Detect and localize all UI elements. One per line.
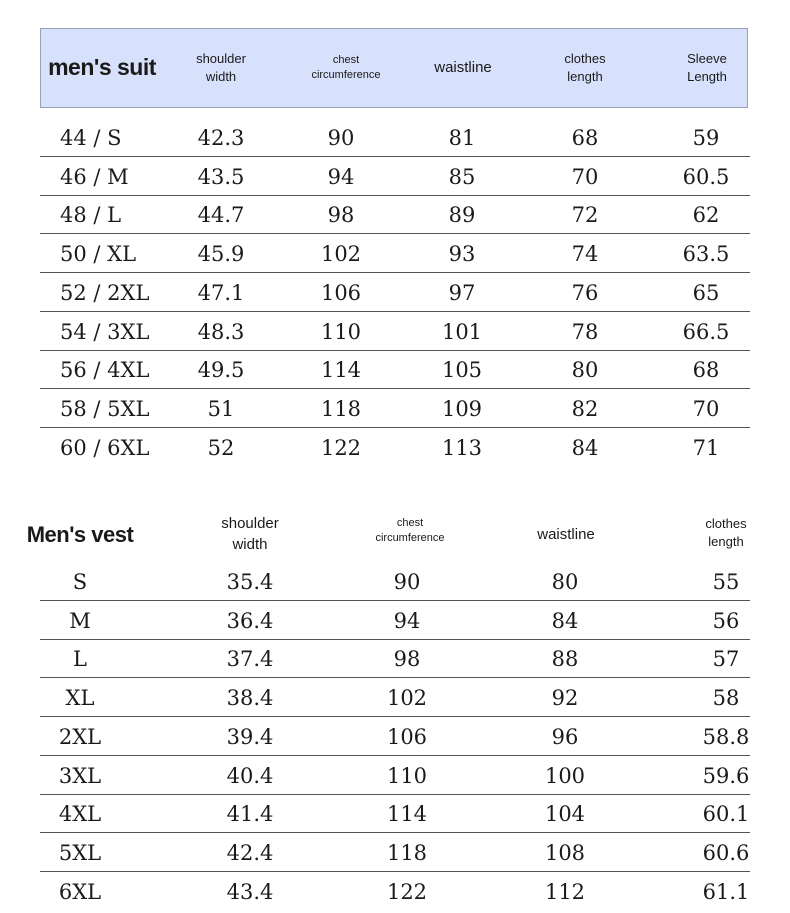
vest-table-cell: 5XL bbox=[58, 840, 102, 865]
vest-table-cell: M bbox=[69, 608, 91, 633]
vest-table-cell: 112 bbox=[544, 879, 586, 904]
vest-table-cell: 60.6 bbox=[702, 840, 750, 865]
vest-table-cell: 42.4 bbox=[226, 840, 274, 865]
suit-table-cell: 84 bbox=[571, 435, 599, 460]
vest-table-cell: 90 bbox=[393, 570, 421, 594]
vest-table-cell: 58 bbox=[712, 686, 740, 711]
vest-table-cell: 100 bbox=[544, 763, 586, 788]
suit-table-header bbox=[40, 28, 748, 108]
suit-table-cell: 60 / 6XL bbox=[60, 435, 150, 460]
vest-table-cell: 60.1 bbox=[702, 802, 750, 827]
suit-table-cell: 118 bbox=[320, 396, 362, 421]
vest-table-row bbox=[40, 563, 750, 601]
suit-table-cell: 65 bbox=[692, 280, 720, 305]
suit-table-cell: 58 / 5XL bbox=[60, 396, 150, 421]
vest-table-cell: 114 bbox=[386, 802, 428, 827]
vest-table-cell: 36.4 bbox=[226, 608, 274, 633]
suit-table-cell: 52 / 2XL bbox=[60, 280, 150, 305]
suit-table-cell: 68 bbox=[571, 126, 599, 150]
suit-table-cell: 113 bbox=[441, 435, 483, 460]
vest-table-cell: 2XL bbox=[58, 724, 102, 749]
vest-table-cell: 39.4 bbox=[226, 724, 274, 749]
suit-table-cell: 50 / XL bbox=[60, 242, 137, 267]
suit-table-cell: 90 bbox=[327, 126, 355, 150]
suit-table-cell: 46 / M bbox=[60, 164, 129, 189]
vest-table-cell: 6XL bbox=[58, 879, 102, 904]
suit-table-cell: 63.5 bbox=[682, 242, 730, 267]
suit-table-row bbox=[40, 235, 750, 273]
suit-table-cell: 78 bbox=[571, 319, 599, 344]
vest-table-row bbox=[40, 873, 750, 911]
suit-table-cell: 54 / 3XL bbox=[60, 319, 150, 344]
vest-table-cell: 94 bbox=[393, 608, 421, 633]
vest-table-cell: L bbox=[73, 647, 87, 672]
suit-table-cell: 97 bbox=[448, 280, 476, 305]
suit-table-cell: 98 bbox=[327, 203, 355, 228]
vest-table-cell: 122 bbox=[386, 879, 428, 904]
vest-table-cell: 118 bbox=[386, 840, 428, 865]
vest-table-cell: 41.4 bbox=[226, 802, 274, 827]
suit-table-cell: 47.1 bbox=[197, 280, 245, 305]
vest-table-cell: 3XL bbox=[58, 763, 102, 788]
suit-table-cell: 43.5 bbox=[197, 164, 245, 189]
vest-table-cell: 92 bbox=[551, 686, 579, 711]
suit-table-cell: 93 bbox=[448, 242, 476, 267]
vest-header-waistline: waistline bbox=[537, 526, 595, 543]
vest-table-cell: 56 bbox=[712, 608, 740, 633]
suit-table-cell: 44 / S bbox=[60, 126, 122, 150]
vest-table-cell: 88 bbox=[551, 647, 579, 672]
vest-table-row bbox=[40, 757, 750, 795]
suit-table-cell: 109 bbox=[441, 396, 483, 421]
suit-table-cell: 85 bbox=[448, 164, 476, 189]
suit-table-cell: 52 bbox=[207, 435, 235, 460]
suit-table-cell: 101 bbox=[441, 319, 483, 344]
suit-table-cell: 82 bbox=[571, 396, 599, 421]
suit-table-cell: 70 bbox=[571, 164, 599, 189]
suit-table-cell: 110 bbox=[320, 319, 362, 344]
vest-table-cell: 98 bbox=[393, 647, 421, 672]
vest-table-cell: 106 bbox=[386, 724, 428, 749]
vest-table-cell: 37.4 bbox=[226, 647, 274, 672]
suit-table-cell: 106 bbox=[320, 280, 362, 305]
suit-table-cell: 81 bbox=[448, 126, 476, 150]
vest-table-cell: 59.6 bbox=[702, 763, 750, 788]
suit-table-cell: 49.5 bbox=[197, 358, 245, 383]
suit-table-row bbox=[40, 274, 750, 312]
vest-table-row bbox=[40, 602, 750, 640]
vest-table-row bbox=[40, 679, 750, 717]
suit-table-row bbox=[40, 119, 750, 157]
vest-table-cell: 110 bbox=[386, 763, 428, 788]
suit-table-cell: 94 bbox=[327, 164, 355, 189]
suit-table-cell: 51 bbox=[207, 396, 235, 421]
vest-table-row bbox=[40, 718, 750, 756]
suit-table-row bbox=[40, 196, 750, 234]
vest-table-cell: 35.4 bbox=[226, 570, 274, 594]
suit-table-cell: 44.7 bbox=[197, 203, 245, 228]
suit-table-cell: 62 bbox=[692, 203, 720, 228]
vest-header-chest-circumference: chest circumference bbox=[375, 517, 445, 545]
suit-table-cell: 48.3 bbox=[197, 319, 245, 344]
suit-header-chest-circumference: chest circumference bbox=[311, 54, 381, 81]
vest-table-cell: 55 bbox=[712, 570, 740, 594]
suit-table-cell: 114 bbox=[320, 358, 362, 383]
suit-table-cell: 66.5 bbox=[682, 319, 730, 344]
suit-table-cell: 80 bbox=[571, 358, 599, 383]
vest-table-cell: 80 bbox=[551, 570, 579, 594]
suit-header-sleeve-length: Sleeve Length bbox=[687, 51, 727, 84]
suit-table-cell: 71 bbox=[692, 435, 720, 460]
suit-table-cell: 45.9 bbox=[197, 242, 245, 267]
suit-table-cell: 74 bbox=[571, 242, 599, 267]
vest-table-cell: 57 bbox=[712, 647, 740, 672]
vest-table-cell: 40.4 bbox=[226, 763, 274, 788]
suit-table-cell: 70 bbox=[692, 396, 720, 421]
suit-table-cell: 59 bbox=[692, 126, 720, 150]
suit-table-cell: 89 bbox=[448, 203, 476, 228]
suit-table-cell: 60.5 bbox=[682, 164, 730, 189]
suit-table-row bbox=[40, 158, 750, 196]
vest-table-cell: 102 bbox=[386, 686, 428, 711]
vest-table-cell: 84 bbox=[551, 608, 579, 633]
vest-header-size: Men's vest bbox=[26, 522, 134, 547]
suit-table-cell: 122 bbox=[320, 435, 362, 460]
suit-table-cell: 42.3 bbox=[197, 126, 245, 150]
suit-table-cell: 68 bbox=[692, 358, 720, 383]
vest-table-cell: XL bbox=[65, 686, 95, 711]
suit-header-shoulder-width: shoulder width bbox=[196, 51, 246, 84]
vest-table-cell: 61.1 bbox=[702, 879, 750, 904]
vest-table-cell: 108 bbox=[544, 840, 586, 865]
vest-table-cell: 104 bbox=[544, 802, 586, 827]
suit-table-row bbox=[40, 390, 750, 428]
vest-table-row bbox=[40, 834, 750, 872]
vest-table-cell: 38.4 bbox=[226, 686, 274, 711]
suit-table-cell: 56 / 4XL bbox=[60, 358, 150, 383]
suit-table-row bbox=[40, 313, 750, 351]
suit-table-cell: 76 bbox=[571, 280, 599, 305]
vest-table-cell: 58.8 bbox=[702, 724, 750, 749]
vest-table-cell: S bbox=[72, 570, 88, 594]
vest-table-row bbox=[40, 640, 750, 678]
suit-header-size: men's suit bbox=[48, 54, 156, 81]
vest-table-cell: 96 bbox=[551, 724, 579, 749]
vest-header-shoulder-width: shoulder width bbox=[221, 515, 279, 553]
suit-table-row bbox=[40, 429, 750, 467]
suit-header-waistline: waistline bbox=[434, 58, 492, 76]
suit-table-cell: 72 bbox=[571, 203, 599, 228]
vest-table-cell: 4XL bbox=[58, 802, 102, 827]
suit-table-cell: 48 / L bbox=[60, 203, 122, 228]
vest-table-row bbox=[40, 795, 750, 833]
suit-table-cell: 102 bbox=[320, 242, 362, 267]
vest-header-clothes-length: clothes length bbox=[705, 516, 747, 550]
suit-header-clothes-length: clothes length bbox=[564, 51, 606, 84]
vest-table-cell: 43.4 bbox=[226, 879, 274, 904]
suit-table-cell: 105 bbox=[441, 358, 483, 383]
suit-table-row bbox=[40, 351, 750, 389]
